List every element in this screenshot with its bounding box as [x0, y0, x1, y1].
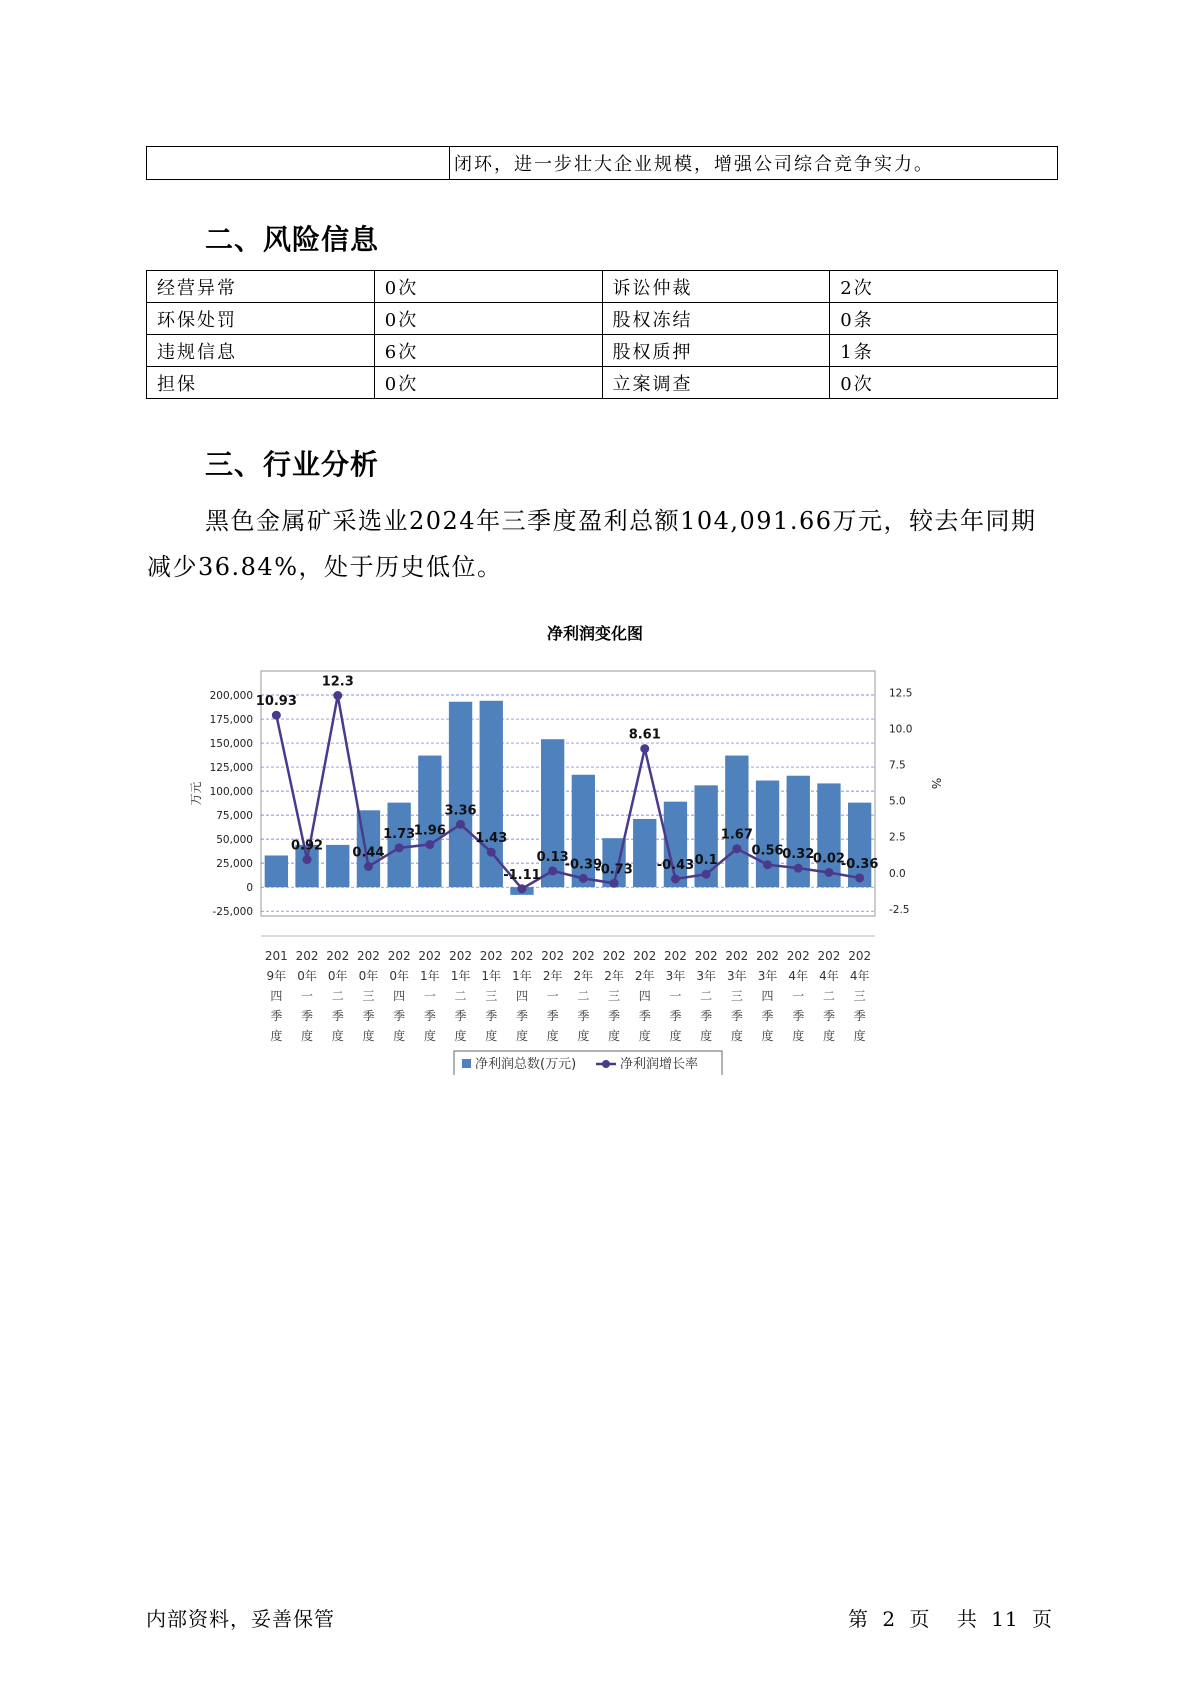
- x-tick-label: 3年: [757, 969, 778, 983]
- legend-bar-label: 净利润总数(万元): [475, 1057, 577, 1072]
- x-tick-label: 一: [301, 989, 314, 1003]
- x-tick-label: 202: [510, 949, 534, 963]
- x-tick-label: 1年: [420, 969, 440, 983]
- x-tick-label: 3年: [696, 969, 716, 983]
- y-left-tick-label: 75,000: [216, 810, 253, 823]
- x-tick-label: 四: [270, 989, 283, 1003]
- bar: [480, 701, 503, 887]
- risk-value: 0次: [374, 271, 602, 303]
- x-tick-label: 1年: [450, 969, 471, 983]
- x-tick-label: 三: [485, 989, 498, 1003]
- x-tick-label: 二: [577, 989, 590, 1003]
- data-label: 0.1: [694, 853, 718, 869]
- risk-value: 0次: [374, 303, 602, 335]
- bar: [418, 756, 441, 888]
- risk-label: 诉讼仲裁: [602, 271, 830, 303]
- y-right-tick-label: -2.5: [889, 903, 910, 916]
- risk-label: 股权冻结: [602, 303, 830, 335]
- y-left-tick-label: 125,000: [209, 762, 253, 775]
- data-label: 10.93: [255, 694, 297, 710]
- x-tick-label: 度: [792, 1029, 805, 1043]
- risk-label: 经营异常: [147, 271, 375, 303]
- growth-rate-point: [364, 862, 373, 871]
- x-tick-label: 4年: [788, 969, 809, 983]
- x-tick-label: 二: [700, 989, 713, 1003]
- bar: [265, 855, 288, 887]
- footer-confidential-note: 内部资料，妥善保管: [146, 1607, 335, 1631]
- y-left-axis-label: 万元: [189, 781, 203, 806]
- x-tick-label: 季: [270, 1009, 283, 1023]
- x-tick-label: 季: [485, 1009, 498, 1023]
- growth-rate-point: [824, 868, 833, 877]
- data-label: 1.73: [383, 826, 416, 842]
- page-prefix: 第: [848, 1607, 870, 1631]
- x-tick-label: 度: [423, 1029, 436, 1043]
- x-tick-label: 202: [817, 949, 841, 963]
- x-tick-label: 一: [546, 989, 559, 1003]
- x-tick-label: 度: [669, 1029, 682, 1043]
- legend-line-marker: [602, 1060, 610, 1068]
- total-num: 11: [991, 1607, 1019, 1631]
- data-label: 3.36: [444, 803, 477, 819]
- data-label: 0.13: [536, 849, 569, 865]
- bar: [633, 819, 656, 887]
- y-right-axis-label: %: [929, 777, 943, 790]
- risk-label: 环保处罚: [147, 303, 375, 335]
- x-tick-label: 度: [515, 1029, 528, 1043]
- x-tick-label: 度: [761, 1029, 774, 1043]
- x-tick-label: 202: [602, 949, 626, 963]
- x-tick-label: 202: [694, 949, 718, 963]
- x-tick-label: 度: [700, 1029, 713, 1043]
- y-left-tick-label: -25,000: [212, 906, 253, 919]
- x-tick-label: 0年: [389, 969, 409, 983]
- x-tick-label: 季: [301, 1009, 314, 1023]
- growth-rate-point: [671, 874, 680, 883]
- data-label: 12.3: [321, 674, 354, 690]
- x-tick-label: 202: [756, 949, 780, 963]
- growth-rate-point: [855, 873, 864, 882]
- x-tick-label: 一: [792, 989, 805, 1003]
- risk-value: 0条: [830, 303, 1058, 335]
- y-right-tick-label: 12.5: [889, 687, 913, 700]
- x-tick-label: 2年: [634, 969, 655, 983]
- legend-line-label: 净利润增长率: [620, 1057, 699, 1072]
- x-tick-label: 季: [853, 1009, 866, 1023]
- total-prefix: 共: [956, 1607, 978, 1631]
- footer-page-number: [845, 1603, 1056, 1632]
- data-label: -0.43: [656, 857, 695, 873]
- growth-rate-point: [425, 840, 434, 849]
- y-right-tick-label: 7.5: [889, 759, 906, 772]
- x-tick-label: 4年: [819, 969, 839, 983]
- risk-value: 0次: [830, 367, 1058, 399]
- x-tick-label: 度: [301, 1029, 314, 1043]
- growth-rate-point: [579, 874, 588, 883]
- x-tick-label: 202: [541, 949, 565, 963]
- net-profit-chart: [180, 615, 1010, 1075]
- data-label: -0.36: [840, 856, 879, 872]
- risk-info-table: [146, 270, 1058, 399]
- y-left-tick-label: 25,000: [216, 858, 253, 871]
- x-tick-label: 季: [331, 1009, 344, 1023]
- x-tick-label: 度: [853, 1029, 866, 1043]
- data-label: -1.11: [503, 867, 541, 883]
- x-tick-label: 季: [515, 1009, 528, 1023]
- risk-label: 股权质押: [602, 335, 830, 367]
- risk-label: 违规信息: [147, 335, 375, 367]
- growth-rate-point: [456, 820, 465, 829]
- x-tick-label: 三: [730, 989, 743, 1003]
- x-tick-label: 度: [331, 1029, 344, 1043]
- y-left-tick-label: 200,000: [209, 690, 253, 703]
- data-label: 0.32: [782, 847, 815, 863]
- x-tick-label: 202: [356, 949, 380, 963]
- x-tick-label: 9年: [266, 969, 287, 983]
- x-tick-label: 202: [633, 949, 657, 963]
- bar: [756, 781, 779, 888]
- x-tick-label: 季: [423, 1009, 436, 1023]
- bar: [541, 739, 564, 887]
- growth-rate-point: [640, 744, 649, 753]
- growth-rate-point: [272, 711, 281, 720]
- x-tick-label: 0年: [358, 969, 379, 983]
- data-label: 0.44: [352, 845, 385, 861]
- x-tick-label: 季: [393, 1009, 406, 1023]
- x-tick-label: 季: [822, 1009, 835, 1023]
- x-tick-label: 三: [362, 989, 375, 1003]
- x-tick-label: 季: [546, 1009, 559, 1023]
- growth-rate-point: [702, 870, 711, 879]
- data-label: 0.56: [751, 843, 784, 859]
- x-tick-label: 202: [725, 949, 749, 963]
- y-left-tick-label: 175,000: [209, 714, 253, 727]
- x-tick-label: 202: [449, 949, 473, 963]
- risk-value: 0次: [374, 367, 602, 399]
- x-tick-label: 四: [761, 989, 774, 1003]
- y-left-tick-label: 0: [246, 882, 253, 895]
- x-tick-label: 度: [362, 1029, 375, 1043]
- x-tick-label: 202: [848, 949, 872, 963]
- data-label: 1.67: [720, 827, 753, 843]
- growth-rate-point: [763, 860, 772, 869]
- x-tick-label: 季: [638, 1009, 651, 1023]
- growth-rate-point: [517, 884, 526, 893]
- x-tick-label: 1年: [512, 969, 532, 983]
- section-heading-risk: 二、风险信息: [205, 223, 380, 256]
- growth-rate-point: [303, 855, 312, 864]
- x-tick-label: 3年: [665, 969, 686, 983]
- x-tick-label: 度: [638, 1029, 651, 1043]
- x-tick-label: 四: [638, 989, 651, 1003]
- y-left-tick-label: 100,000: [209, 786, 253, 799]
- growth-rate-point: [333, 691, 342, 700]
- risk-value: 6次: [374, 335, 602, 367]
- total-unit: 页: [1032, 1607, 1053, 1631]
- table-row: [147, 335, 1058, 367]
- x-tick-label: 四: [515, 989, 528, 1003]
- x-tick-label: 度: [546, 1029, 559, 1043]
- table-cell: [147, 147, 450, 180]
- x-tick-label: 季: [577, 1009, 590, 1023]
- y-left-tick-label: 150,000: [209, 738, 253, 751]
- x-tick-label: 2年: [604, 969, 624, 983]
- legend-bar-swatch: [462, 1059, 471, 1068]
- x-tick-label: 季: [362, 1009, 375, 1023]
- x-tick-label: 0年: [297, 969, 317, 983]
- data-label: 1.43: [475, 831, 508, 847]
- x-tick-label: 度: [270, 1029, 283, 1043]
- x-tick-label: 三: [853, 989, 866, 1003]
- growth-rate-point: [548, 866, 557, 875]
- x-tick-label: 季: [700, 1009, 713, 1023]
- x-tick-label: 度: [730, 1029, 743, 1043]
- company-info-table: [146, 146, 1058, 180]
- growth-rate-point: [487, 848, 496, 857]
- bar: [326, 845, 349, 887]
- x-tick-label: 度: [608, 1029, 621, 1043]
- x-tick-label: 1年: [481, 969, 502, 983]
- x-tick-label: 季: [792, 1009, 805, 1023]
- x-tick-label: 201: [264, 949, 288, 963]
- x-tick-label: 四: [393, 989, 406, 1003]
- x-tick-label: 季: [730, 1009, 743, 1023]
- growth-rate-point: [395, 843, 404, 852]
- x-tick-label: 202: [326, 949, 350, 963]
- risk-value: 2次: [830, 271, 1058, 303]
- data-label: 8.61: [628, 727, 661, 743]
- x-tick-label: 度: [454, 1029, 467, 1043]
- growth-rate-point: [794, 864, 803, 873]
- x-tick-label: 202: [479, 949, 503, 963]
- page-unit: 页: [909, 1607, 931, 1631]
- x-tick-label: 度: [577, 1029, 590, 1043]
- x-tick-label: 一: [423, 989, 436, 1003]
- y-right-tick-label: 2.5: [889, 831, 906, 844]
- data-label: 1.96: [413, 823, 446, 839]
- x-tick-label: 202: [571, 949, 595, 963]
- x-tick-label: 度: [393, 1029, 406, 1043]
- x-tick-label: 3年: [727, 969, 747, 983]
- x-tick-label: 二: [331, 989, 344, 1003]
- x-tick-label: 4年: [849, 969, 870, 983]
- y-right-tick-label: 0.0: [889, 867, 906, 880]
- growth-rate-point: [610, 879, 619, 888]
- industry-paragraph: 黑色金属矿采选业2024年三季度盈利总额104,091.66万元，较去年同期减少36.84%，处于历史低位。: [147, 507, 1037, 581]
- x-tick-label: 季: [608, 1009, 621, 1023]
- x-tick-label: 202: [663, 949, 687, 963]
- x-tick-label: 2年: [542, 969, 563, 983]
- table-cell: 闭环，进一步壮大企业规模，增强公司综合竞争实力。: [450, 147, 1058, 180]
- x-tick-label: 202: [418, 949, 442, 963]
- table-row: [147, 147, 1058, 180]
- x-tick-label: 202: [295, 949, 319, 963]
- table-row: [147, 367, 1058, 399]
- risk-label: 担保: [147, 367, 375, 399]
- x-tick-label: 二: [822, 989, 835, 1003]
- x-tick-label: 0年: [327, 969, 348, 983]
- y-right-tick-label: 10.0: [889, 723, 913, 736]
- x-tick-label: 季: [454, 1009, 467, 1023]
- x-tick-label: 202: [786, 949, 810, 963]
- chart-svg: [180, 615, 1010, 1075]
- chart-title: 净利润变化图: [546, 624, 644, 643]
- section-heading-industry: 三、行业分析: [205, 448, 380, 481]
- x-tick-label: 三: [608, 989, 621, 1003]
- y-left-tick-label: 50,000: [216, 834, 253, 847]
- data-label: 0.92: [291, 838, 324, 854]
- data-label: -0.73: [595, 862, 633, 878]
- table-row: [147, 303, 1058, 335]
- x-tick-label: 度: [822, 1029, 835, 1043]
- x-tick-label: 一: [669, 989, 682, 1003]
- x-tick-label: 季: [761, 1009, 774, 1023]
- data-label: 0.02: [812, 851, 845, 867]
- risk-value: 1条: [830, 335, 1058, 367]
- plot-area: [261, 671, 875, 916]
- x-tick-label: 季: [669, 1009, 682, 1023]
- page-num: 2: [882, 1607, 897, 1631]
- growth-rate-point: [732, 844, 741, 853]
- x-tick-label: 202: [387, 949, 411, 963]
- bar: [449, 702, 472, 887]
- x-tick-label: 二: [454, 989, 467, 1003]
- x-tick-label: 2年: [573, 969, 594, 983]
- bar: [725, 756, 748, 888]
- x-tick-label: 度: [485, 1029, 498, 1043]
- table-row: [147, 271, 1058, 303]
- data-label: -0.39: [564, 857, 603, 873]
- y-right-tick-label: 5.0: [889, 795, 906, 808]
- risk-label: 立案调查: [602, 367, 830, 399]
